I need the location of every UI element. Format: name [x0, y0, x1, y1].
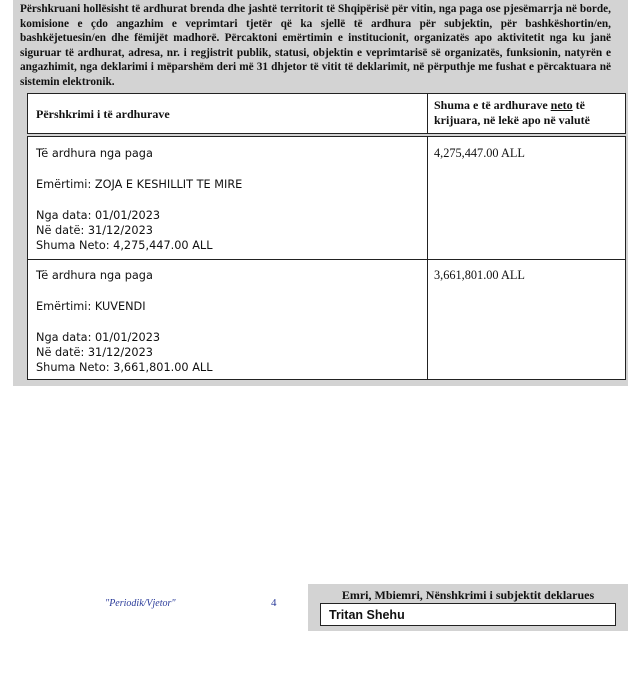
page-number: 4	[271, 597, 277, 609]
signature-name: Tritan Shehu	[329, 608, 405, 622]
table-row	[28, 137, 625, 260]
income-type: Të ardhura nga paga	[36, 269, 153, 282]
table-row	[28, 259, 625, 379]
signature-name-field	[320, 603, 616, 626]
column-divider	[427, 137, 428, 259]
income-source-name: Emërtimi: KUVENDI	[36, 299, 146, 313]
column-divider	[427, 259, 428, 379]
income-table	[27, 136, 626, 380]
income-description	[36, 268, 213, 376]
description-column-header: Përshkrimi i të ardhurave	[36, 107, 170, 121]
income-source-name: Emërtimi: ZOJA E KESHILLIT TE MIRE	[36, 177, 243, 191]
table-header	[27, 93, 626, 134]
income-to-date: Në datë: 31/12/2023	[36, 346, 153, 359]
income-to-date: Në datë: 31/12/2023	[36, 224, 153, 237]
declaration-type: "Periodik/Vjetor"	[105, 598, 176, 609]
income-amount: 3,661,801.00 ALL	[434, 268, 525, 282]
income-description	[36, 146, 242, 254]
income-type: Të ardhura nga paga	[36, 147, 153, 160]
header-divider	[427, 94, 428, 133]
signature-title: Emri, Mbiemri, Nënshkrimi i subjektit deklarues	[341, 588, 595, 602]
income-net-sum: Shuma Neto: 3,661,801.00 ALL	[36, 361, 213, 375]
income-from-date: Nga data: 01/01/2023	[36, 208, 161, 222]
income-from-date: Nga data: 01/01/2023	[36, 330, 161, 344]
instructions-text: Përshkruani hollësisht të ardhurat brenda dhe jashtë territorit të Shqipërisë për vitin, nga paga ose pjesëmarrja në borde, komisione e çdo angazhim e veprimtari tjetër që ka sjellë të ardhura për subjektin, për bashkëshortin/en, bashkëjetuesin/en dhe fëmijët madhorë. Përcaktoni emërtimin e institucionit, organizatës apo aktivitetit nga ku janë siguruar të ardhurat, adresa, nr. i regjistrit publik, statusi, objektin e veprimtarisë së organizatës, funksionin, natyrën e angazhimit, nga deklarimi i mëparshëm deri më 31 dhjetor të vitit të deklarimit, në përputhje me fushat e përcaktuara në sistemin elektronik.	[20, 3, 611, 88]
amount-column-header: Shuma e të ardhurave neto të krijuara, në lekë apo në valutë	[434, 98, 590, 127]
income-net-sum: Shuma Neto: 4,275,447.00 ALL	[36, 239, 213, 253]
income-amount: 4,275,447.00 ALL	[434, 146, 525, 160]
signature-box	[308, 584, 628, 631]
